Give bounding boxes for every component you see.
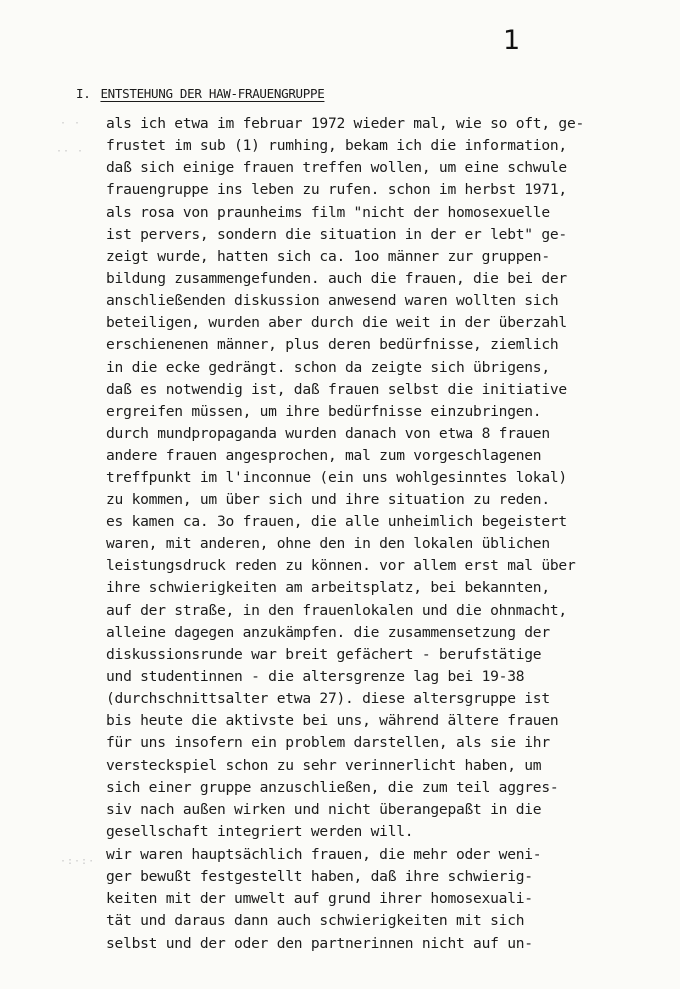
text-line: auf der straße, in den frauenlokalen und die ohnmacht, [106, 601, 567, 619]
text-line: für uns insofern ein problem darstellen, als sie ihr [106, 734, 550, 752]
text-line: in die ecke gedrängt. schon da zeigte sich übrigens, [106, 358, 550, 376]
text-line: keiten mit der umwelt auf grund ihrer homosexuali- [106, 890, 533, 908]
text-line: ger bewußt festgestellt haben, daß ihre schwierig- [106, 868, 533, 886]
text-line: gesellschaft integriert werden will. [106, 822, 414, 840]
text-line: es kamen ca. 3o frauen, die alle unheimlich begeistert [106, 513, 567, 530]
bleed-through-mark: ·· · [56, 146, 85, 157]
text-line: diskussionsrunde war breit gefächert - berufstätige [106, 645, 542, 663]
text-line: (durchschnittsalter etwa 27). diese altersgruppe ist [106, 690, 550, 708]
text-line: tät und daraus dann auch schwierigkeiten mit sich [106, 912, 525, 930]
paragraph-1 [106, 113, 584, 512]
text-line: zu kommen, um über sich und ihre situation zu reden. [106, 491, 550, 509]
text-line: ist pervers, sondern die situation in der er lebt" ge- [106, 225, 567, 243]
text-line: ihre schwierigkeiten am arbeitsplatz, bei bekannten, [106, 579, 550, 597]
section-heading [76, 84, 324, 104]
text-line: wir waren hauptsächlich frauen, die mehr oder weni- [106, 846, 542, 863]
text-line: bildung zusammengefunden. auch die frauen, die bei der [106, 269, 567, 287]
text-line: leistungsdruck reden zu können. vor allem erst mal über [106, 557, 576, 575]
text-line: sich einer gruppe anzuschließen, die zum teil aggres- [106, 778, 559, 796]
bleed-through-mark: · · [60, 118, 82, 129]
paragraph-2 [106, 511, 576, 843]
page-number: 1 [503, 25, 521, 56]
text-line: als rosa von praunheims film "nicht der homosexuelle [106, 203, 550, 221]
text-line: anschließenden diskussion anwesend waren wollten sich [106, 292, 559, 310]
text-line: siv nach außen wirken und nicht überangepaßt in die [106, 800, 542, 818]
text-line: frustet im sub (1) rumhing, bekam ich die information, [106, 137, 567, 155]
text-line: daß es notwendig ist, daß frauen selbst die initiative [106, 380, 567, 398]
bleed-through-mark: ·:·:· [60, 856, 96, 867]
text-line: zeigt wurde, hatten sich ca. 1oo männer zur gruppen- [106, 247, 550, 265]
text-line: andere frauen angesprochen, mal zum vorgeschlagenen [106, 447, 542, 465]
text-line: erschienenen männer, plus deren bedürfnisse, ziemlich [106, 336, 559, 354]
text-line: beteiligen, wurden aber durch die weit in der überzahl [106, 314, 567, 332]
text-line: versteckspiel schon zu sehr verinnerlicht haben, um [106, 756, 542, 774]
text-line: daß sich einige frauen treffen wollen, um eine schwule [106, 159, 567, 177]
text-line: als ich etwa im februar 1972 wieder mal, wie so oft, ge- [106, 115, 585, 132]
text-line: bis heute die aktivste bei uns, während ältere frauen [106, 712, 559, 730]
text-line: durch mundpropaganda wurden danach von etwa 8 frauen [106, 424, 550, 442]
section-number: I. [76, 86, 91, 101]
text-line: ergreifen müssen, um ihre bedürfnisse einzubringen. [106, 402, 542, 420]
paragraph-3 [106, 844, 541, 955]
text-line: alleine dagegen anzukämpfen. die zusammensetzung der [106, 623, 550, 641]
section-title: ENTSTEHUNG DER HAW-FRAUENGRUPPE [100, 86, 325, 101]
text-line: waren, mit anderen, ohne den in den lokalen üblichen [106, 535, 550, 553]
text-line: selbst und der oder den partnerinnen nicht auf un- [106, 934, 533, 952]
text-line: treffpunkt im l'inconnue (ein uns wohlgesinntes lokal) [106, 469, 567, 487]
text-line: frauengruppe ins leben zu rufen. schon im herbst 1971, [106, 181, 567, 199]
text-line: und studentinnen - die altersgrenze lag bei 19-38 [106, 667, 525, 685]
